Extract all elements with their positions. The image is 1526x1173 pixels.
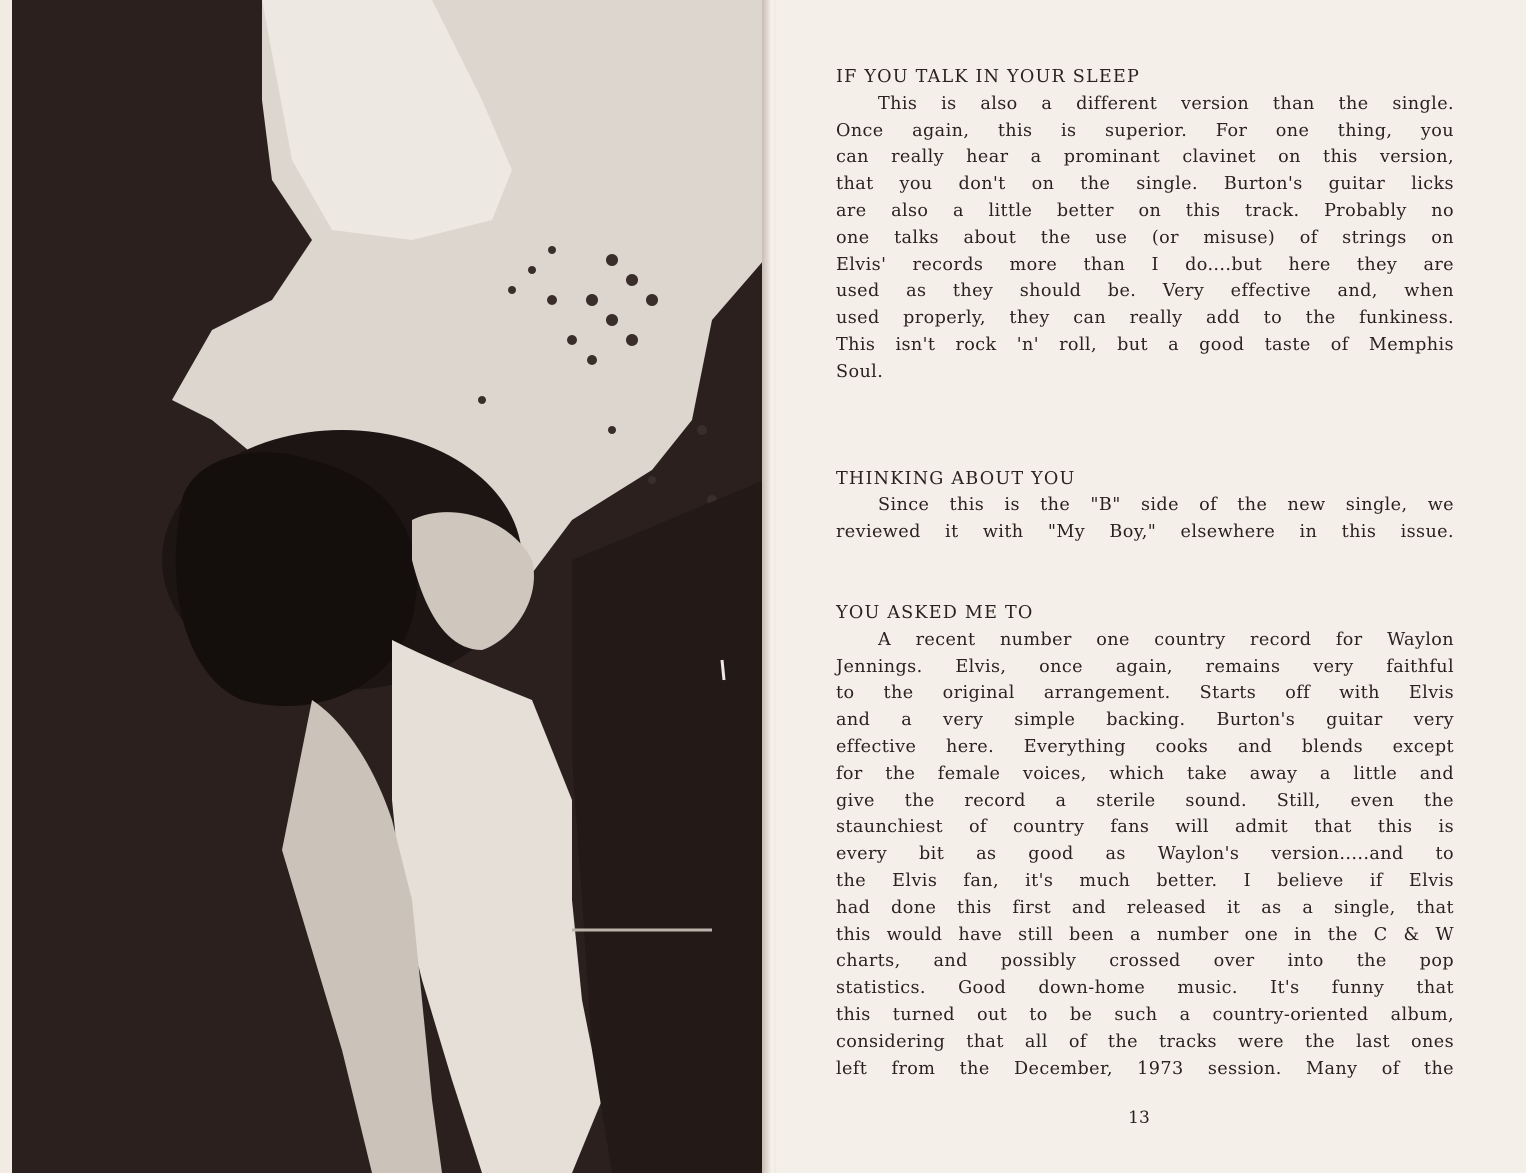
text-line: for the female voices, which take away a little and — [836, 763, 1454, 784]
text-line: reviewed it with "My Boy," elsewhere in this issue. — [836, 522, 1454, 543]
section-spacer — [836, 546, 1454, 600]
text-line: effective here. Everything cooks and blends except — [836, 736, 1454, 757]
text-line: left from the December, 1973 session. Many of the — [836, 1058, 1454, 1079]
section-if-you-talk-in-your-sleep — [836, 64, 1454, 386]
text-line: used as they should be. Very effective and, when — [836, 281, 1454, 302]
text-line: This isn't rock 'n' roll, but a good taste of Memphis — [836, 334, 1454, 355]
text-line: to the original arrangement. Starts off with Elvis — [836, 683, 1454, 704]
text-line: A recent number one country record for Waylon — [878, 629, 1454, 650]
text-line: are also a little better on this track. Probably no — [836, 200, 1454, 221]
text-line: Jennings. Elvis, once again, remains very faithful — [836, 656, 1454, 677]
text-line: Soul. — [836, 361, 884, 382]
text-line: used properly, they can really add to the funkiness. — [836, 308, 1454, 329]
text-line: charts, and possibly crossed over into the pop — [836, 951, 1454, 972]
section-title: IF YOU TALK IN YOUR SLEEP — [836, 67, 1141, 87]
text-line: This is also a different version than the single. — [878, 93, 1454, 114]
text-line: one talks about the use (or misuse) of strings on — [836, 227, 1454, 248]
performer-photo — [12, 0, 764, 1173]
text-line: and a very simple backing. Burton's guitar very — [836, 710, 1454, 731]
text-line: Elvis' records more than I do....but here they are — [836, 254, 1454, 275]
text-line: this would have still been a number one in the C & W — [836, 924, 1454, 945]
text-line: statistics. Good down-home music. It's funny that — [836, 978, 1454, 999]
section-spacer — [836, 386, 1454, 466]
section-you-asked-me-to — [836, 600, 1454, 1082]
right-page — [776, 0, 1526, 1173]
text-line: Since this is the "B" side of the new single, we — [878, 495, 1454, 516]
text-line: the Elvis fan, it's much better. I believe if Elvis — [836, 870, 1454, 891]
text-line: had done this first and released it as a single, that — [836, 897, 1454, 918]
section-title: THINKING ABOUT YOU — [836, 468, 1076, 489]
page-gutter — [762, 0, 776, 1173]
section-thinking-about-you — [836, 466, 1454, 546]
section-title: YOU ASKED ME TO — [836, 602, 1034, 623]
text-line: that you don't on the single. Burton's guitar licks — [836, 174, 1454, 195]
text-line: every bit as good as Waylon's version.....and to — [836, 844, 1454, 865]
text-line: Once again, this is superior. For one thing, you — [836, 120, 1454, 141]
text-line: this turned out to be such a country-oriented album, — [836, 1004, 1454, 1025]
text-line: give the record a sterile sound. Still, even the — [836, 790, 1454, 811]
text-line: considering that all of the tracks were the last ones — [836, 1031, 1454, 1052]
text-line: staunchiest of country fans will admit that this is — [836, 817, 1454, 838]
photo-of-performer-icon — [12, 0, 764, 1173]
article-column — [836, 64, 1454, 1082]
text-line: can really hear a prominant clavinet on this version, — [836, 147, 1454, 168]
page-number: 13 — [1128, 1108, 1150, 1128]
